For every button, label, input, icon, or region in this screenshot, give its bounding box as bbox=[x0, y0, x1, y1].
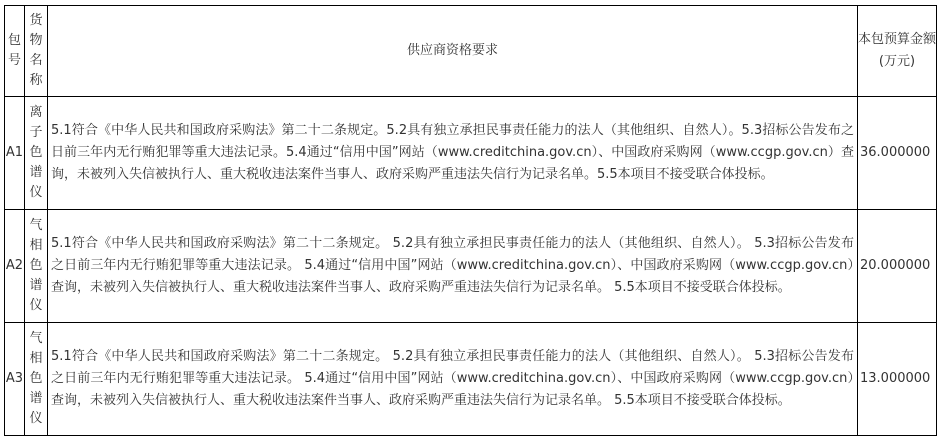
goods-name: 离子色谱仪 bbox=[29, 105, 43, 200]
budget-cell bbox=[858, 323, 937, 436]
package-no-cell bbox=[5, 97, 25, 210]
requirements-cell bbox=[48, 97, 858, 210]
requirements-cell bbox=[48, 323, 858, 436]
requirements-cell bbox=[48, 210, 858, 323]
requirements-text: 5.1符合《中华人民共和国政府采购法》第二十二条规定。5.2具有独立承担民事责任能力的法人（其他组织、自然人）。5.3招标公告发布之日前三年内无行贿犯罪等重大违法记录。5.4通过“信用中国”网站（www.creditchina.gov.cn）、中国政府采购网（www.ccgp.gov.cn）查询，未被列入失信被执行人、重大税收违法案件当事人、政府采购严重违法失信行为记录名单。5.5本项目不接受联合体投标。 bbox=[51, 123, 854, 182]
package-no-cell bbox=[5, 323, 25, 436]
header-requirements: 供应商资格要求 bbox=[48, 6, 858, 97]
table-row bbox=[5, 323, 937, 436]
table-header-row bbox=[5, 6, 937, 97]
table-row bbox=[5, 97, 937, 210]
budget-amount: 20.000000 bbox=[860, 258, 931, 273]
budget-cell bbox=[858, 210, 937, 323]
goods-name-cell bbox=[25, 210, 48, 323]
goods-name: 气相色谱仪 bbox=[29, 331, 43, 426]
budget-amount: 36.000000 bbox=[860, 145, 931, 160]
package-no: A3 bbox=[5, 371, 24, 386]
qualification-table bbox=[4, 5, 937, 436]
table-row bbox=[5, 210, 937, 323]
header-package-no: 包号 bbox=[7, 33, 21, 68]
package-no-cell bbox=[5, 210, 25, 323]
header-goods-name: 货物名称 bbox=[29, 13, 43, 88]
goods-name-cell bbox=[25, 97, 48, 210]
goods-name: 气相色谱仪 bbox=[29, 218, 43, 313]
header-budget: 本包预算金额(万元) bbox=[858, 6, 937, 97]
budget-amount: 13.000000 bbox=[860, 371, 931, 386]
budget-cell bbox=[858, 97, 937, 210]
requirements-text: 5.1符合《中华人民共和国政府采购法》第二十二条规定。 5.2具有独立承担民事责任能力的法人（其他组织、自然人）。 5.3招标公告发布之日前三年内无行贿犯罪等重大违法记录。 5.4通过“信用中国”网站（www.creditchina.gov.cn）、中国政府采购网（www.ccgp.gov.cn）查询，未被列入失信被执行人、重大税收违法案件当事人、政府采购严重违法失信行为记录名单。 5.5本项目不接受联合体投标。 bbox=[51, 236, 854, 295]
goods-name-cell bbox=[25, 323, 48, 436]
requirements-text: 5.1符合《中华人民共和国政府采购法》第二十二条规定。 5.2具有独立承担民事责任能力的法人（其他组织、自然人）。 5.3招标公告发布之日前三年内无行贿犯罪等重大违法记录。 5.4通过“信用中国”网站（www.creditchina.gov.cn）、中国政府采购网（www.ccgp.gov.cn）查询，未被列入失信被执行人、重大税收违法案件当事人、政府采购严重违法失信行为记录名单。 5.5本项目不接受联合体投标。 bbox=[51, 349, 854, 408]
header-package-no-cell bbox=[5, 6, 25, 97]
package-no: A2 bbox=[5, 258, 24, 273]
package-no: A1 bbox=[5, 145, 24, 160]
header-goods-name-cell bbox=[25, 6, 48, 97]
